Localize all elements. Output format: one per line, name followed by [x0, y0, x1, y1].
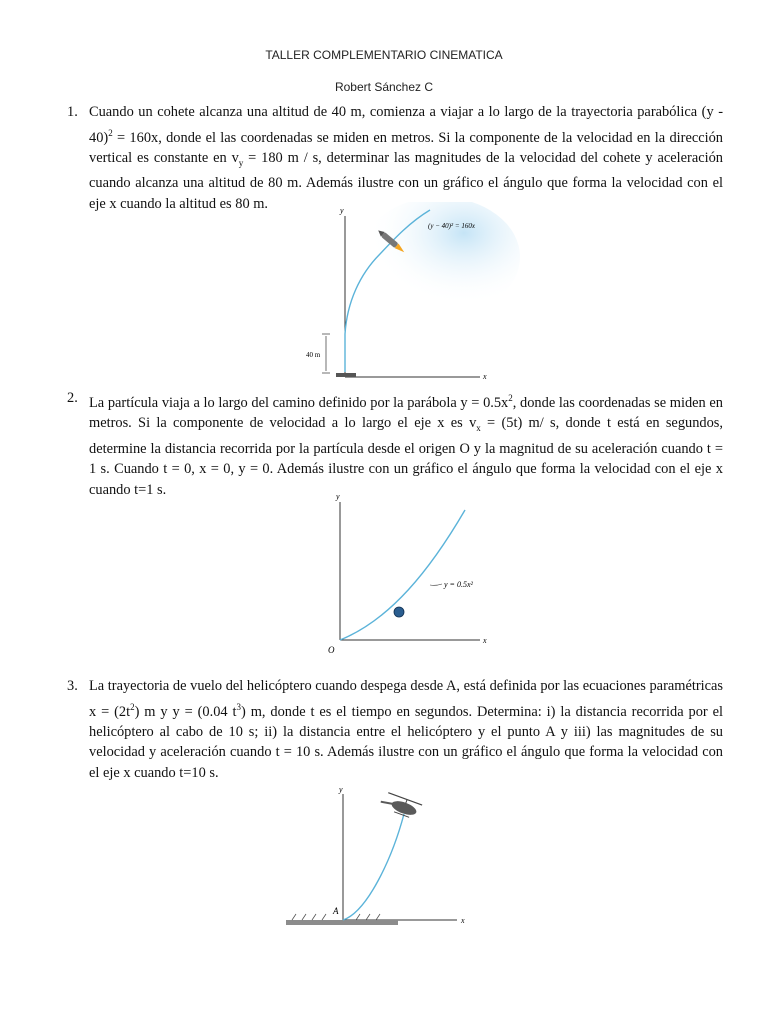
x-axis-label: x — [483, 636, 487, 645]
particle-figure — [320, 490, 520, 665]
particle-icon — [394, 607, 404, 617]
problem-number: 1. — [67, 104, 78, 120]
problem-number: 2. — [67, 390, 78, 406]
y-axis-label: y — [340, 206, 344, 215]
altitude-label: 40 m — [306, 351, 321, 359]
x-axis-label: x — [461, 916, 465, 925]
launch-pad — [336, 373, 356, 377]
rocket-figure — [300, 202, 520, 387]
x-axis-label: x — [483, 372, 487, 381]
origin-label: O — [328, 645, 335, 655]
trajectory-curve — [340, 510, 465, 640]
curve-equation: y = 0.5x² — [444, 580, 473, 589]
ground — [286, 920, 398, 925]
point-a-label: A — [333, 906, 339, 916]
helicopter-icon — [379, 791, 422, 820]
curve-equation: (y − 40)² = 160x — [428, 222, 475, 230]
problem-text: Cuando un cohete alcanza una altitud de 40 m, comienza a viajar a lo largo de la trayectoria parabólica (y - 40)$^2$ = 160x, donde el las coordenadas se miden en metros. Si la componente de la velocidad en la dirección vertical es constante en $v_y = 180$ m / s, determinar las magnitudes de la velocidad del cohete y aceleración cuando alcanza una altitud de 80 m. Además ilustre con un gráfico el ángulo que forma la velocidad con el eje x cuando la altitud es 80 m. — [89, 104, 723, 212]
page-title: TALLER COMPLEMENTARIO CINEMATICA — [265, 48, 503, 62]
author: Robert Sánchez C — [334, 80, 434, 94]
problem-text: La partícula viaja a lo largo del camino definido por la parábola $y = 0.5x^2$, donde las coordenadas se miden en metros. Si la componente de velocidad a lo largo el eje x es $v_x = (5t)$ m/ s, donde t está en segundos, determine la distancia recorrida por la partícula desde el origen O y la magnitud de su aceleración cuando t = 1 s. Cuando t = 0, x = 0, y = 0. Además ilustre con un gráfico el ángulo que forma la velocidad con el eje x cuando t=1 s. — [89, 393, 723, 498]
y-axis-label: y — [339, 785, 343, 794]
helicopter-figure — [282, 784, 482, 939]
problem-text: La trayectoria de vuelo del helicóptero cuando despega desde A, está definida por las ecuaciones paramétricas $x = (2t^2)$ m y y = (0.04 $t^3$) m, donde t es el tiempo en segundos. Determina: i) la distancia recorrida por el helicóptero al cabo de 10 s; ii) la distancia entre el helicóptero y el punto A y iii) las magnitudes de su velocidad y aceleración cuando t = 10 s. Además ilustre con un gráfico el ángulo que forma la velocidad con el eje x cuando t=10 s. — [89, 678, 723, 781]
problem-number: 3. — [67, 678, 78, 694]
y-axis-label: y — [336, 492, 340, 501]
trajectory-curve — [343, 814, 404, 920]
